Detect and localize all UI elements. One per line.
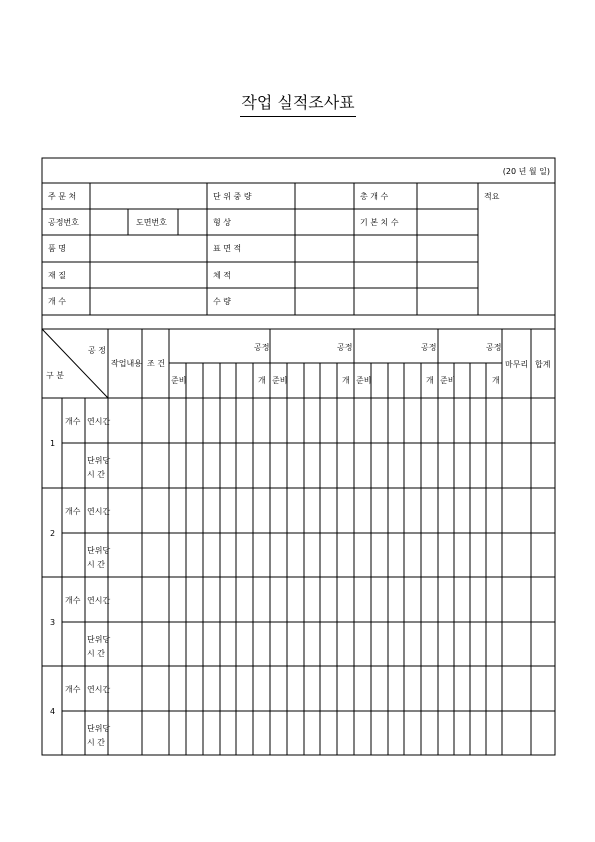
- row-number: 4: [50, 707, 56, 716]
- base-dimension-label: 기 본 치 수: [360, 218, 399, 227]
- product-name-label: 품 명: [48, 244, 66, 253]
- each-header-4: 개: [492, 376, 500, 385]
- row-time-label: 시 간: [87, 470, 105, 479]
- total-header: 합계: [535, 360, 551, 369]
- process-3-header: 공정: [421, 343, 437, 352]
- category-corner-label: 구 분: [46, 371, 64, 380]
- row-time-label: 시 간: [87, 738, 105, 747]
- row-work-time-label: 연시간: [87, 685, 111, 694]
- row-count-label: 개수: [65, 596, 81, 605]
- surface-area-label: 표 면 적: [213, 244, 242, 253]
- row-number: 3: [50, 618, 56, 627]
- row-count-label: 개수: [65, 685, 81, 694]
- prep-header-2: 준비: [272, 376, 288, 385]
- volume-label: 체 적: [213, 271, 231, 280]
- material-label: 재 질: [48, 271, 66, 280]
- row-number: 1: [50, 439, 56, 448]
- row-count-label: 개수: [65, 507, 81, 516]
- form-title: 작업 실적조사표: [240, 92, 356, 117]
- process-1-header: 공정: [254, 343, 270, 352]
- row-number: 2: [50, 529, 56, 538]
- quantity-label: 개 수: [48, 297, 66, 306]
- prep-header-3: 준비: [356, 376, 372, 385]
- row-per-unit-label: 단위당: [87, 456, 111, 465]
- work-content-header: 작업내용: [111, 359, 142, 368]
- row-per-unit-label: 단위당: [87, 635, 111, 644]
- shape-label: 형 상: [213, 218, 231, 227]
- row-per-unit-label: 단위당: [87, 546, 111, 555]
- notes-label: 적요: [484, 192, 500, 201]
- process-4-header: 공정: [486, 343, 502, 352]
- row-work-time-label: 연시간: [87, 507, 111, 516]
- row-work-time-label: 연시간: [87, 417, 111, 426]
- count-label: 수 량: [213, 297, 231, 306]
- prep-header-1: 준비: [171, 376, 187, 385]
- each-header-1: 개: [258, 376, 266, 385]
- process-2-header: 공정: [337, 343, 353, 352]
- condition-header: 조 건: [147, 359, 165, 368]
- unit-weight-label: 단 위 중 량: [213, 192, 252, 201]
- each-header-3: 개: [426, 376, 434, 385]
- row-work-time-label: 연시간: [87, 596, 111, 605]
- prep-header-4: 준비: [440, 376, 456, 385]
- each-header-2: 개: [342, 376, 350, 385]
- finish-header: 마무리: [505, 360, 529, 369]
- row-time-label: 시 간: [87, 560, 105, 569]
- total-count-label: 총 개 수: [360, 192, 389, 201]
- drawing-no-label: 도면번호: [136, 218, 167, 227]
- row-per-unit-label: 단위당: [87, 724, 111, 733]
- process-corner-label: 공 정: [88, 346, 106, 355]
- row-time-label: 시 간: [87, 649, 105, 658]
- date-line: (20 년 월 일): [502, 167, 550, 176]
- row-count-label: 개수: [65, 417, 81, 426]
- client-label: 주 문 처: [48, 192, 77, 201]
- header-diagonal: [42, 329, 108, 398]
- process-no-label: 공정번호: [48, 218, 79, 227]
